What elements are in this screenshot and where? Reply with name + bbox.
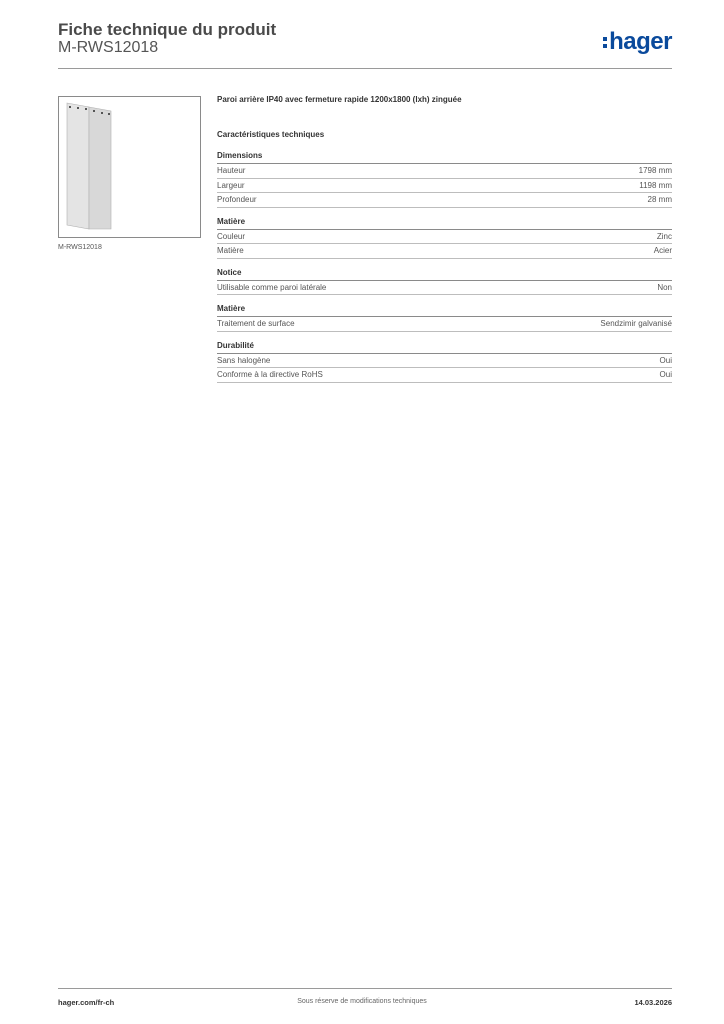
logo-text: hager	[609, 28, 672, 55]
spec-value: Non	[657, 282, 672, 292]
spec-row	[217, 193, 672, 208]
spec-section	[217, 304, 672, 332]
rear-panel-image-icon	[63, 101, 113, 231]
spec-row	[217, 164, 672, 179]
spec-row	[217, 281, 672, 296]
page-title: Fiche technique du produit	[58, 20, 277, 39]
header-divider	[58, 68, 672, 69]
spec-row	[217, 317, 672, 332]
image-caption: M-RWS12018	[58, 244, 102, 251]
spec-label: Traitement de surface	[217, 319, 295, 328]
footer-divider	[58, 988, 672, 989]
logo-dots-icon	[603, 37, 607, 48]
section-heading: Notice	[217, 268, 672, 281]
section-heading: Matière	[217, 217, 672, 230]
spec-value: Oui	[659, 355, 672, 365]
spec-row	[217, 354, 672, 369]
spec-label: Matière	[217, 246, 244, 255]
spec-value: Zinc	[656, 231, 672, 241]
product-image	[58, 96, 201, 238]
section-heading: Dimensions	[217, 151, 672, 164]
spec-value: 28 mm	[647, 195, 672, 204]
characteristics-table	[217, 151, 672, 383]
spec-row	[217, 230, 672, 245]
section-heading: Matière	[217, 304, 672, 317]
spec-label: Profondeur	[217, 195, 257, 204]
spec-section	[217, 268, 672, 296]
spec-label: Utilisable comme paroi latérale	[217, 282, 327, 292]
spec-label: Conforme à la directive RoHS	[217, 370, 323, 379]
footer-website[interactable]: hager.com/fr-ch	[58, 998, 115, 1007]
footer-date: 14.03.2026	[634, 998, 672, 1007]
spec-value: 1798 mm	[638, 166, 672, 175]
spec-value: 1198 mm	[639, 180, 672, 190]
spec-label: Hauteur	[217, 166, 246, 175]
spec-row	[217, 244, 672, 259]
spec-label: Couleur	[217, 231, 246, 241]
spec-section	[217, 341, 672, 383]
characteristics-title: Caractéristiques techniques	[217, 130, 325, 139]
hager-logo	[603, 28, 672, 56]
product-description: Paroi arrière IP40 avec fermeture rapide 1200x1800 (lxh) zinguée	[217, 95, 462, 104]
product-details	[217, 95, 672, 392]
footer-disclaimer: Sous réserve de modifications techniques	[297, 998, 427, 1005]
spec-value: Acier	[653, 246, 672, 255]
spec-label: Largeur	[217, 180, 245, 190]
spec-value: Oui	[659, 370, 672, 379]
spec-section	[217, 217, 672, 259]
product-reference: M-RWS12018	[58, 39, 159, 56]
spec-row	[217, 368, 672, 383]
spec-label: Sans halogène	[217, 355, 271, 365]
spec-value: Sendzimir galvanisé	[600, 319, 672, 328]
spec-section	[217, 151, 672, 208]
spec-row	[217, 179, 672, 194]
section-heading: Durabilité	[217, 341, 672, 354]
